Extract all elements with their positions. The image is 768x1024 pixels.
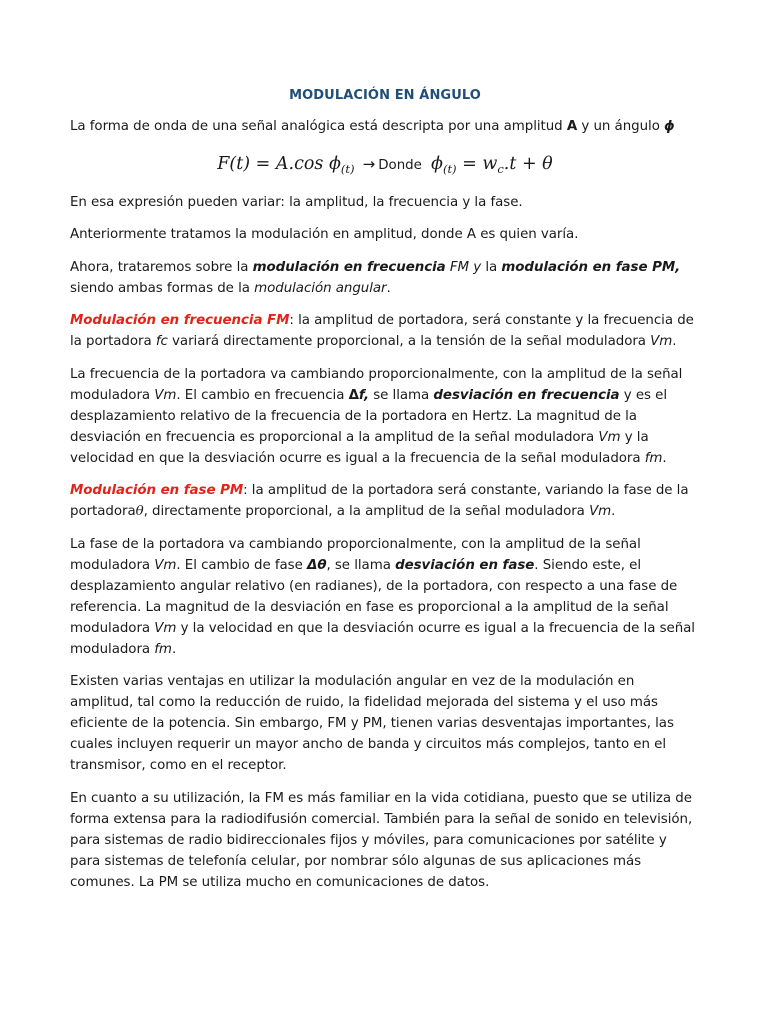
equation (70, 149, 700, 181)
paragraph-pm-definition: Modulación en fase PM: la amplitud de la portadora será constante, variando la fase de la portadoraθ, directamente proporcional, a la amplitud de la señal moduladora Vm. (70, 483, 689, 519)
arrow-icon: → (362, 154, 376, 173)
paragraph-fm-detail: La frecuencia de la portadora va cambiando proporcionalmente, con la amplitud de la señal moduladora Vm. El cambio en frecuencia Δf, se llama desviación en frecuencia y es el desplazamiento relativo de la frecuencia de la portadora en Hertz. La magnitud de la desviación en frecuencia es proporcional a la amplitud de la señal moduladora Vm y la velocidad en que la desviación ocurre es igual a la frecuencia de la señal moduladora fm. (70, 366, 683, 466)
equation-rhs: $\phi_{(t)} = w_c.t + \theta$ (431, 153, 553, 176)
paragraph-intro: La forma de onda de una señal analógica está descripta por una amplitud A y un ángulo ϕ (70, 119, 675, 134)
paragraph-previous: Anteriormente tratamos la modulación en amplitud, donde A es quien varía. (70, 227, 579, 242)
document-title: MODULACIÓN EN ÁNGULO (289, 88, 481, 103)
paragraph-usage: En cuanto a su utilización, la FM es más familiar en la vida cotidiana, puesto que se utiliza de forma extensa para la radiodifusión comercial. También para la señal de sonido en televisión, para sistemas de radio bidireccionales fijos y móviles, para comunicaciones por satélite y para sistemas de telefonía celular, por nombrar sólo algunas de sus aplicaciones más comunes. La PM se utiliza mucho en comunicaciones de datos. (70, 790, 693, 890)
amplitude-symbol: A (566, 119, 578, 134)
paragraph-advantages: Existen varias ventajas en utilizar la modulación angular en vez de la modulación en amplitud, tal como la reducción de ruido, la fidelidad mejorada del sistema y el uso más eficiente de la potencia. Sin embargo, FM y PM, tienen varias desventajas importantes, las cuales incluyen requerir un mayor ancho de banda y circuitos más complejos, tanto en el transmisor, como en el receptor. (70, 674, 674, 773)
equation-lhs: F(t) = A.cos $\phi_{(t)}$ (217, 153, 355, 176)
equation-donde: Donde (378, 157, 422, 173)
angle-symbol: ϕ (664, 119, 675, 134)
document-body (70, 88, 700, 904)
paragraph-variables: En esa expresión pueden variar: la amplitud, la frecuencia y la fase. (70, 194, 523, 210)
pm-label: Modulación en fase PM (70, 483, 244, 498)
paragraph-now: Ahora, trataremos sobre la modulación en frecuencia FM y la modulación en fase PM, siendo ambas formas de la modulación angular. (70, 259, 681, 296)
paragraph-pm-detail: La fase de la portadora va cambiando proporcionalmente, con la amplitud de la señal moduladora Vm. El cambio de fase Δθ, se llama desviación en fase. Siendo este, el desplazamiento angular relativo (en radianes), de la portadora, con respecto a una fase de referencia. La magnitud de la desviación en fase es proporcional a la amplitud de la señal moduladora Vm y la velocidad en que la desviación ocurre es igual a la frecuencia de la señal moduladora fm. (70, 536, 695, 657)
fm-label: Modulación en frecuencia FM (70, 313, 290, 328)
paragraph-fm-definition: Modulación en frecuencia FM: la amplitud de portadora, será constante y la frecuencia de la portadora fc variará directamente proporcional, a la tensión de la señal moduladora Vm. (70, 313, 694, 349)
